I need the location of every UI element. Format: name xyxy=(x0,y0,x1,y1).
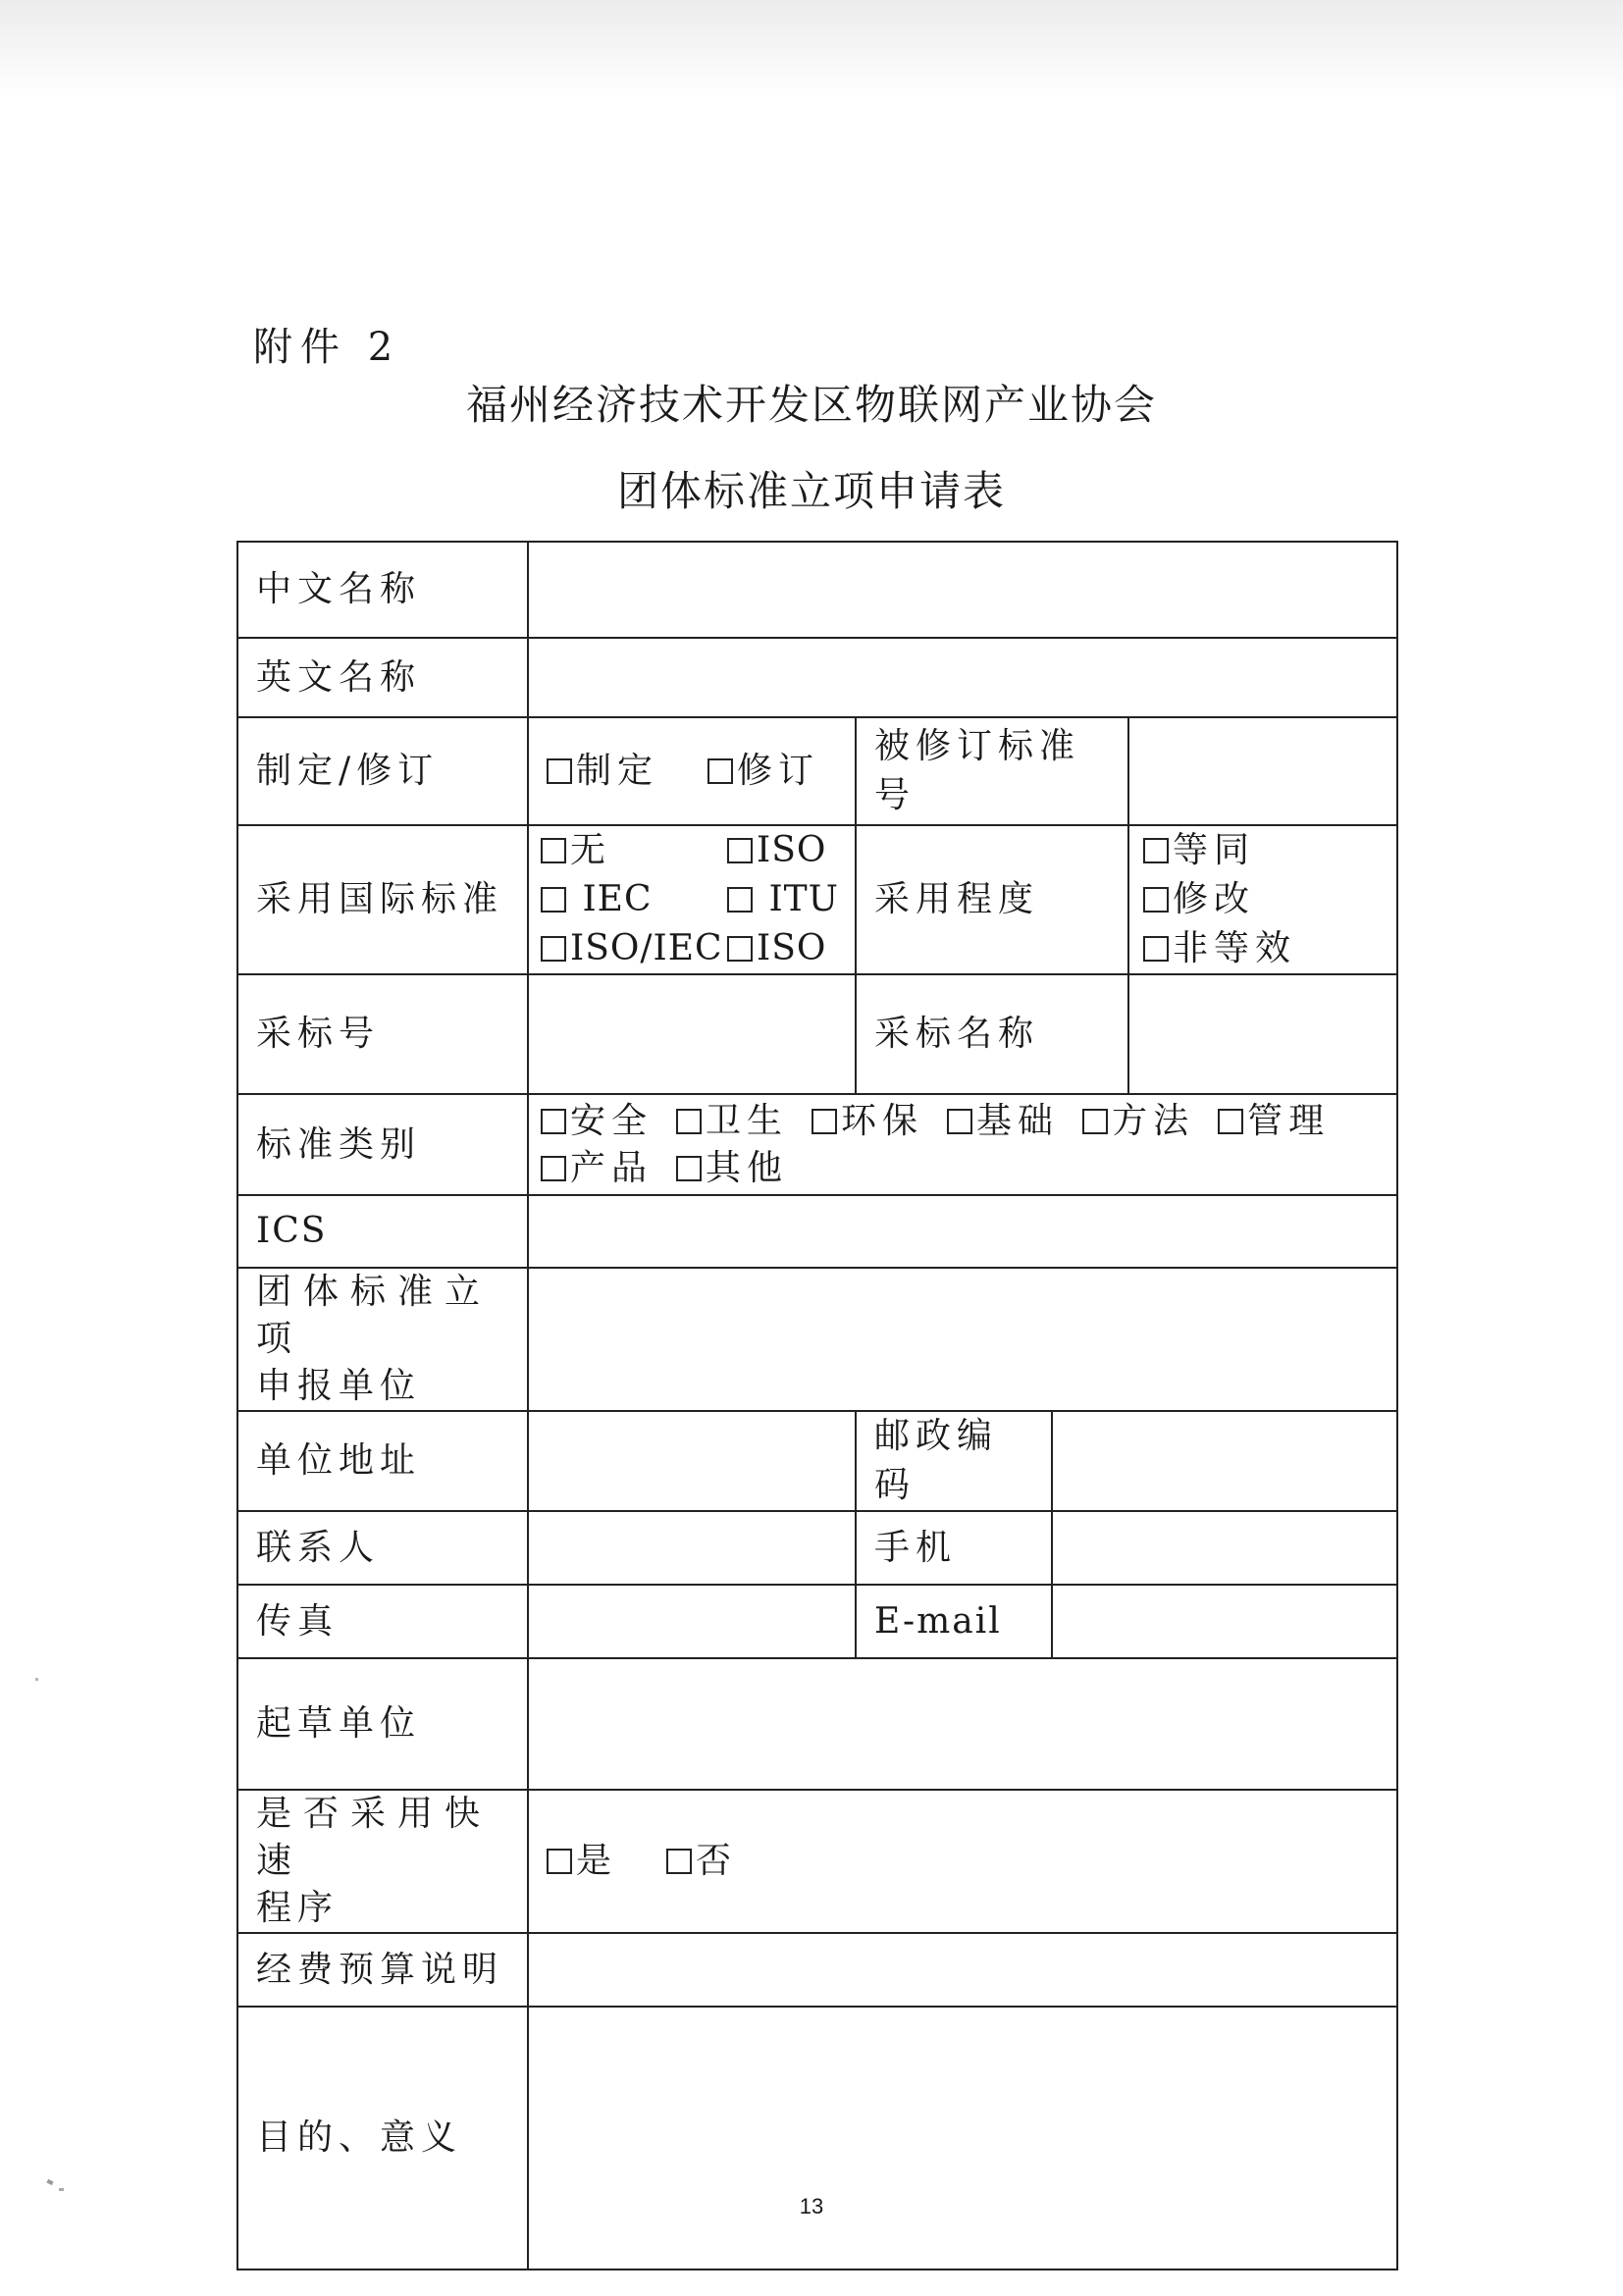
adoption-degree-label: 采用程度 xyxy=(856,825,1128,974)
revised-standard-no-field[interactable] xyxy=(1128,717,1397,825)
option-yes[interactable]: 是 xyxy=(547,1841,617,1881)
option-iso-iec[interactable]: ISO/IEC xyxy=(541,924,727,973)
ics-label: ICS xyxy=(237,1195,528,1268)
row-adopted-standard xyxy=(237,974,1397,1094)
contact-label: 联系人 xyxy=(237,1511,528,1585)
budget-field[interactable] xyxy=(528,1933,1397,2007)
row-fax xyxy=(237,1585,1397,1658)
purpose-field[interactable] xyxy=(528,2007,1397,2270)
checkbox-icon[interactable] xyxy=(547,758,572,784)
checkbox-icon[interactable] xyxy=(1218,1109,1243,1134)
row-budget xyxy=(237,1933,1397,2007)
option-revise[interactable]: 修订 xyxy=(707,751,819,791)
row-english-name xyxy=(237,638,1397,717)
address-field[interactable] xyxy=(528,1411,856,1511)
checkbox-icon[interactable] xyxy=(676,1156,702,1181)
checkbox-icon[interactable] xyxy=(1143,936,1169,962)
drafter-label: 起草单位 xyxy=(237,1658,528,1790)
checkbox-icon[interactable] xyxy=(727,936,753,962)
adopted-name-label: 采标名称 xyxy=(856,974,1128,1094)
adoption-degree-options xyxy=(1128,825,1397,974)
document-title: 福州经济技术开发区物联网产业协会 xyxy=(465,381,1157,429)
row-ics xyxy=(237,1195,1397,1268)
option-identical[interactable]: 等同 xyxy=(1143,826,1383,875)
option-none[interactable]: 无 xyxy=(541,826,727,875)
english-name-field[interactable] xyxy=(528,638,1397,717)
checkbox-icon[interactable] xyxy=(1143,838,1169,863)
postcode-field[interactable] xyxy=(1052,1411,1397,1511)
adopted-no-label: 采标号 xyxy=(237,974,528,1094)
option-non-equivalent[interactable]: 非等效 xyxy=(1143,924,1383,973)
postcode-label: 邮政编码 xyxy=(856,1411,1052,1511)
email-label: E-mail xyxy=(856,1585,1052,1658)
checkbox-icon[interactable] xyxy=(727,838,753,863)
adopted-name-field[interactable] xyxy=(1128,974,1397,1094)
option-other[interactable]: 其他 xyxy=(676,1148,788,1188)
drafter-field[interactable] xyxy=(528,1658,1397,1790)
option-iso-2[interactable]: ISO xyxy=(727,924,845,973)
fax-field[interactable] xyxy=(528,1585,856,1658)
intl-standard-label: 采用国际标准 xyxy=(237,825,528,974)
contact-field[interactable] xyxy=(528,1511,856,1585)
checkbox-icon[interactable] xyxy=(541,1109,566,1134)
row-drafter xyxy=(237,1658,1397,1790)
checkbox-icon[interactable] xyxy=(666,1849,692,1874)
option-iec[interactable]: IEC xyxy=(541,875,727,924)
mobile-label: 手机 xyxy=(856,1511,1052,1585)
option-method[interactable]: 方法 xyxy=(1082,1101,1194,1141)
checkbox-icon[interactable] xyxy=(541,1156,566,1181)
checkbox-icon[interactable] xyxy=(1143,887,1169,913)
checkbox-icon[interactable] xyxy=(547,1849,572,1874)
checkbox-icon[interactable] xyxy=(676,1109,702,1134)
option-safety[interactable]: 安全 xyxy=(541,1101,653,1141)
option-basic[interactable]: 基础 xyxy=(947,1101,1059,1141)
adopted-no-field[interactable] xyxy=(528,974,856,1094)
chinese-name-field[interactable] xyxy=(528,542,1397,638)
row-intl-standard xyxy=(237,825,1397,974)
intl-standard-options xyxy=(528,825,856,974)
option-no[interactable]: 否 xyxy=(666,1841,737,1881)
applicant-field[interactable] xyxy=(528,1268,1397,1411)
scan-speck xyxy=(46,2179,53,2185)
option-modified[interactable]: 修改 xyxy=(1143,875,1383,924)
applicant-label: 团体标准立项 申报单位 xyxy=(237,1268,528,1411)
row-make-revise xyxy=(237,717,1397,825)
option-iso[interactable]: ISO xyxy=(727,826,845,875)
budget-label: 经费预算说明 xyxy=(237,1933,528,2007)
checkbox-icon[interactable] xyxy=(1082,1109,1108,1134)
checkbox-icon[interactable] xyxy=(727,887,753,913)
english-name-label: 英文名称 xyxy=(237,638,528,717)
scan-speck xyxy=(35,1678,38,1681)
make-revise-label: 制定/修订 xyxy=(237,717,528,825)
attachment-label: 附件 2 xyxy=(253,325,401,370)
checkbox-icon[interactable] xyxy=(947,1109,972,1134)
scan-edge-shading xyxy=(0,0,1623,98)
address-label: 单位地址 xyxy=(237,1411,528,1511)
fast-track-label: 是否采用快速 程序 xyxy=(237,1790,528,1933)
row-category xyxy=(237,1094,1397,1195)
checkbox-icon[interactable] xyxy=(812,1109,837,1134)
checkbox-icon[interactable] xyxy=(541,838,566,863)
row-address xyxy=(237,1411,1397,1511)
category-options xyxy=(528,1094,1397,1195)
purpose-label: 目的、意义 xyxy=(237,2007,528,2270)
row-chinese-name xyxy=(237,542,1397,638)
document-subtitle: 团体标准立项申请表 xyxy=(616,467,1006,515)
page-number: 13 xyxy=(799,2194,824,2218)
fast-track-options xyxy=(528,1790,1397,1933)
email-field[interactable] xyxy=(1052,1585,1397,1658)
application-form-table xyxy=(236,541,1398,2270)
option-itu[interactable]: ITU xyxy=(727,875,845,924)
checkbox-icon[interactable] xyxy=(707,758,733,784)
ics-field[interactable] xyxy=(528,1195,1397,1268)
row-applicant xyxy=(237,1268,1397,1411)
fax-label: 传真 xyxy=(237,1585,528,1658)
option-make[interactable]: 制定 xyxy=(547,751,658,791)
checkbox-icon[interactable] xyxy=(541,887,566,913)
option-management[interactable]: 管理 xyxy=(1218,1101,1330,1141)
make-revise-options xyxy=(528,717,856,825)
row-fast-track xyxy=(237,1790,1397,1933)
row-purpose xyxy=(237,2007,1397,2270)
scan-speck xyxy=(59,2188,64,2191)
row-contact xyxy=(237,1511,1397,1585)
option-product[interactable]: 产品 xyxy=(541,1148,653,1188)
chinese-name-label: 中文名称 xyxy=(237,542,528,638)
mobile-field[interactable] xyxy=(1052,1511,1397,1585)
option-environment[interactable]: 环保 xyxy=(812,1101,923,1141)
revised-standard-no-label: 被修订标准号 xyxy=(856,717,1128,825)
option-hygiene[interactable]: 卫生 xyxy=(676,1101,788,1141)
checkbox-icon[interactable] xyxy=(541,936,566,962)
category-label: 标准类别 xyxy=(237,1094,528,1195)
